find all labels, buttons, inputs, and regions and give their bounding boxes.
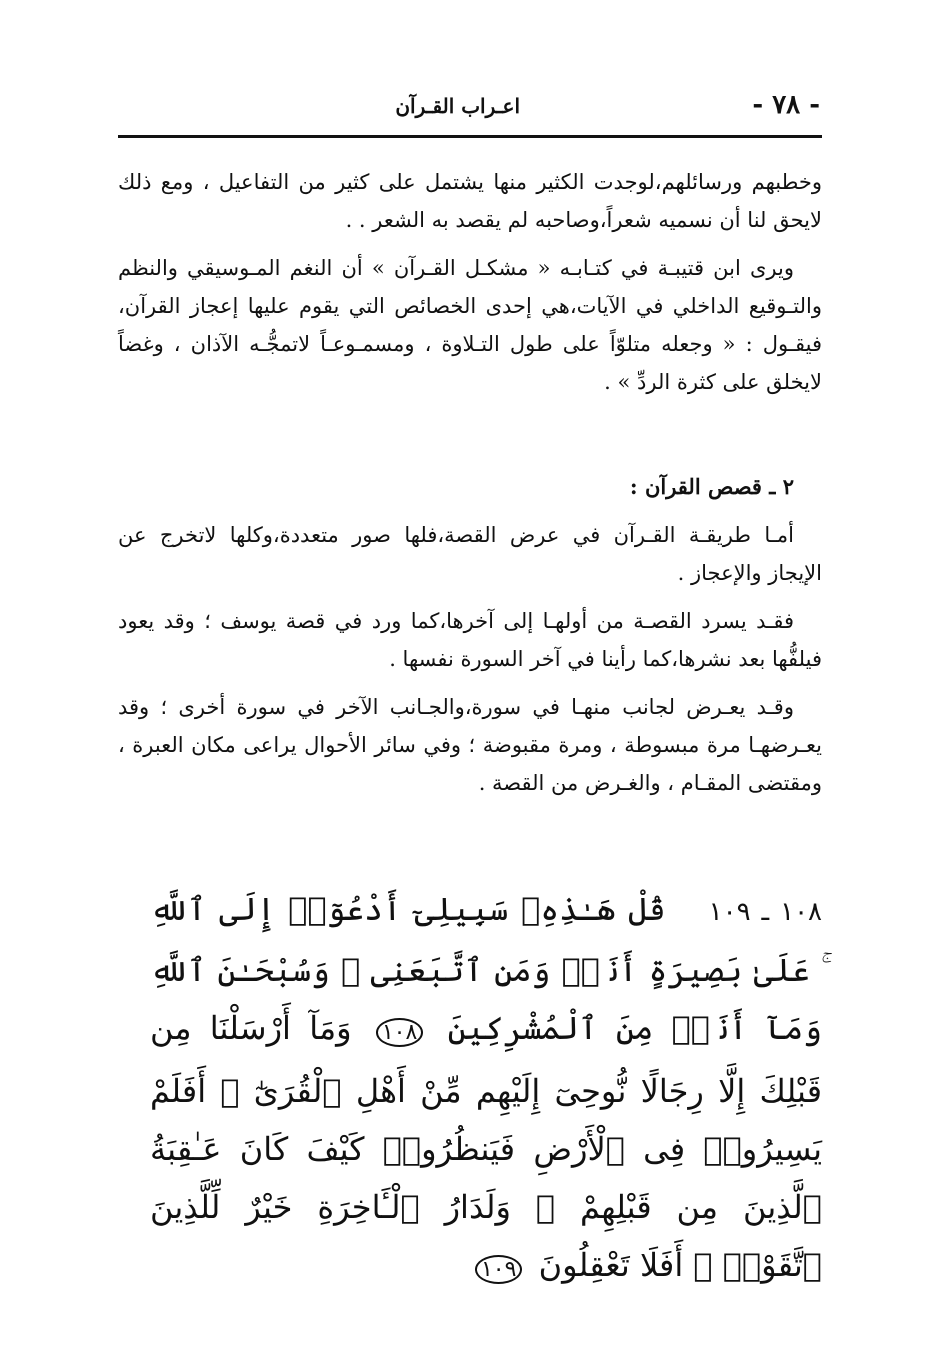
quran-verse-block <box>150 880 822 1299</box>
paragraph: ويرى ابن قتيبـة في كتـابـه « مشكـل القـرآن » أن النغم المـوسيقي والنظم والتـوقيع الداخلي في الآيات،هي إحدى الخصائص التي يقوم عليها إعجاز القرآن، فيقـول : « وجعله متلوّاً على طول التـلاوة ، ومسمـوعـاً لاتمجُّـه الآذان ، وغضاً لايخلق على كثرة الردِّ » . <box>118 256 822 394</box>
paragraph: أمـا طريقـة القـرآن في عرض القصة،فلها صور متعددة،وكلها لاتخرج عن الإيجاز والإعجاز . <box>118 523 822 585</box>
page-number: - ٧٨ - <box>752 90 820 120</box>
verse-text: وَمَآ أَرْسَلْنَا مِن قَبْلِكَ إِلَّا رِجَالًا نُّوحِىٓ إِلَيْهِم مِّنْ أَهْلِ ٱلْقُرَىٰٓ ۗ أَفَلَمْ يَسِيرُوا۟ فِى ٱلْأَرْضِ فَيَنظُرُوا۟ كَيْفَ كَانَ عَـٰقِبَةُ ٱلَّذِينَ مِن قَبْلِهِمْ ۗ وَلَدَارُ ٱلْـَٔاخِرَةِ خَيْرٌ لِّلَّذِينَ ٱتَّقَوْا۟ ۗ أَفَلَا تَعْقِلُونَ <box>150 1009 822 1284</box>
section-heading: ٢ ـ قصص القرآن : <box>629 474 794 499</box>
verse-end-marker: ١٠٨ <box>376 1018 423 1047</box>
paragraph: فقـد يسرد القصـة من أولهـا إلى آخرها،كما ورد في قصة يوسف ؛ وقد يعود فيلفُّها بعد نشرها،كما رأينا في آخر السورة نفسها . <box>118 609 822 671</box>
paragraph: وخطبهم ورسائلهم،لوجدت الكثير منها يشتمل على كثير من التفاعيل ، ومع ذلك لايحق لنا أن نسميه شعراً،وصاحبه لم يقصد به الشعر . . <box>118 170 822 232</box>
verse-text: قُلْ هَـٰذِهِۦ سَبِيلِىٓ أَدْعُوٓا۟ إِلَى ٱللَّهِ ۚ عَلَىٰ بَصِيرَةٍ أَنَا۠ وَمَنِ ٱتَّبَعَنِى ۖ وَسُبْحَـٰنَ ٱللَّهِ وَمَآ أَنَا۠ مِنَ ٱلْمُشْرِكِينَ <box>150 890 823 1047</box>
text-block-stories <box>118 468 822 812</box>
text-block-prosody <box>118 163 822 411</box>
page-header <box>120 88 820 128</box>
header-rule <box>118 135 822 138</box>
verse-end-marker: ١٠٩ <box>475 1255 522 1284</box>
paragraph: وقـد يعـرض لجانب منهـا في سورة،والجـانب الآخر في سورة أخرى ؛ وقد يعـرضهـا مرة مبسوطة ، ومرة مقبوضة ؛ وفي سائر الأحوال يراعى مكان العبرة ، ومقتضى المقـام ، والغـرض من القصة . <box>118 695 822 795</box>
verse-range-number: ١٠٨ ـ ١٠٩ <box>708 897 823 927</box>
running-title: اعـراب القـرآن <box>395 94 520 118</box>
